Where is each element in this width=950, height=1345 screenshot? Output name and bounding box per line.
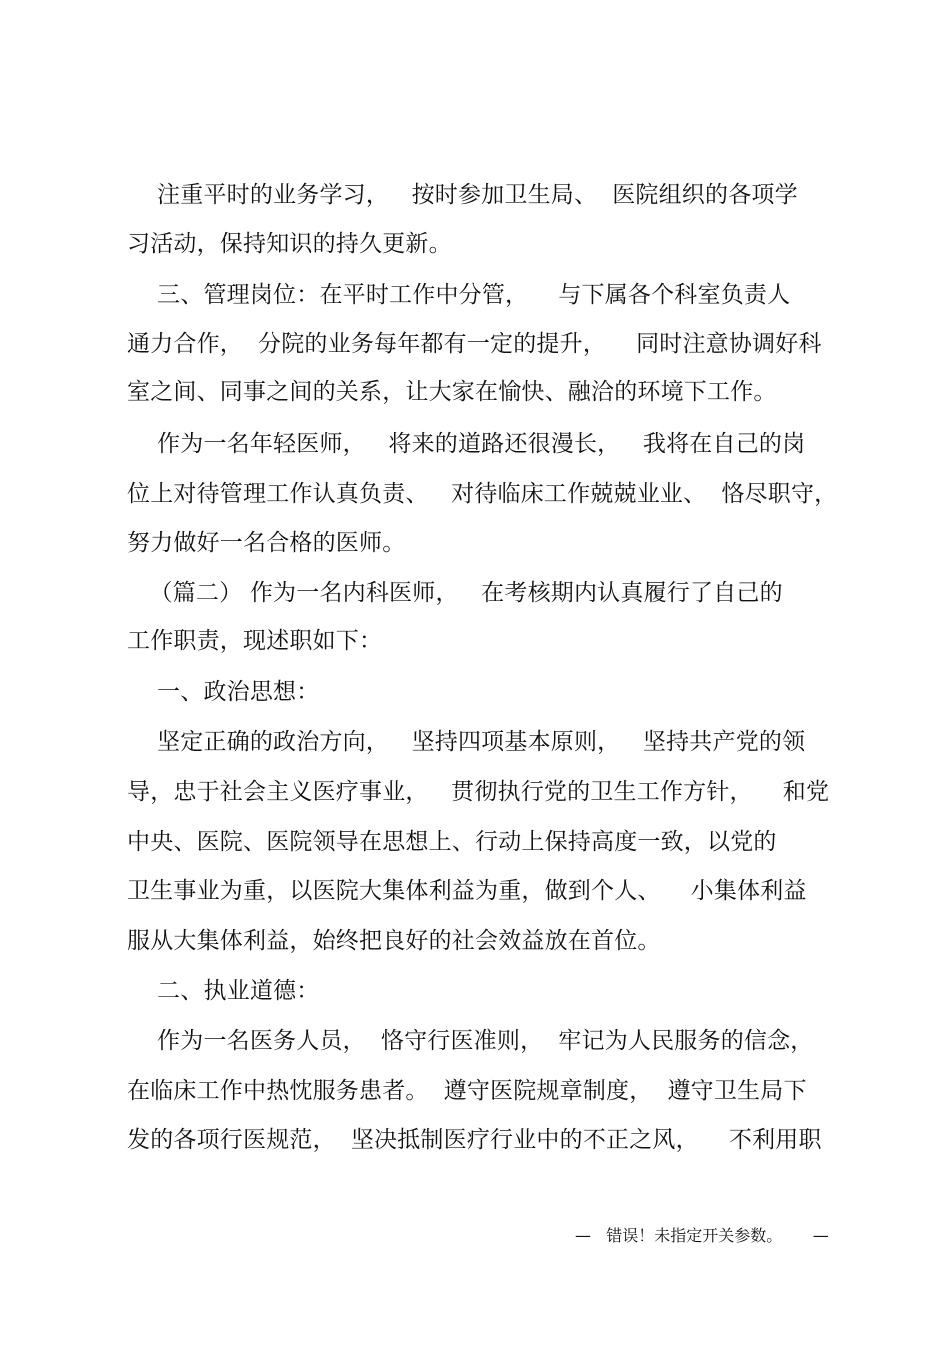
paragraph-line: 作为一名年轻医师， 将来的道路还很漫长， 我将在自己的岗 [127, 431, 806, 457]
paragraph-line: 发的各项行医规范， 坚决抵制医疗行业中的不正之风， 不利用职 [127, 1127, 822, 1153]
paragraph-line: 服从大集体利益，始终把良好的社会效益放在首位。 [127, 928, 661, 954]
paragraph-line: 通力合作， 分院的业务每年都有一定的提升， 同时注意协调好科 [127, 331, 822, 357]
paragraph-line: 在临床工作中热忱服务患者。 遵守医院规章制度， 遵守卫生局下 [127, 1078, 807, 1104]
section-heading: 一、政治思想： [127, 679, 320, 705]
paragraph-line: 习活动，保持知识的持久更新。 [127, 231, 452, 257]
paragraph-line: 位上对待管理工作认真负责、 对待临床工作兢兢业业、 恪尽职守， [127, 481, 838, 507]
paragraph-line: 工作职责，现述职如下： [127, 628, 383, 654]
section-heading: 二、执业道德： [127, 978, 320, 1004]
paragraph-line: 中央、医院、医院领导在思想上、行动上保持高度一致，以党的 [127, 829, 777, 855]
paragraph-line: 导，忠于社会主义医疗事业， 贯彻执行党的卫生工作方针， 和党 [127, 779, 830, 805]
paragraph-line: 注重平时的业务学习， 按时参加卫生局、 医院组织的各项学 [127, 182, 798, 208]
paragraph-line: 作为一名医务人员， 恪守行医准则， 牢记为人民服务的信念， [127, 1028, 814, 1054]
page-footer: — 错误！未指定开关参数。 — [575, 1226, 829, 1245]
paragraph-line: 室之间、同事之间的关系，让大家在愉快、融洽的环境下工作。 [127, 379, 777, 405]
paragraph-line: 三、管理岗位：在平时工作中分管， 与下属各个科室负责人 [127, 282, 791, 308]
paragraph-line: 努力做好一名合格的医师。 [127, 530, 406, 556]
paragraph-line: 坚定正确的政治方向， 坚持四项基本原则， 坚持共产党的领 [127, 729, 806, 755]
paragraph-line: （篇二） 作为一名内科医师， 在考核期内认真履行了自己的 [127, 580, 783, 606]
paragraph-line: 卫生事业为重，以医院大集体利益为重，做到个人、 小集体利益 [127, 878, 807, 904]
